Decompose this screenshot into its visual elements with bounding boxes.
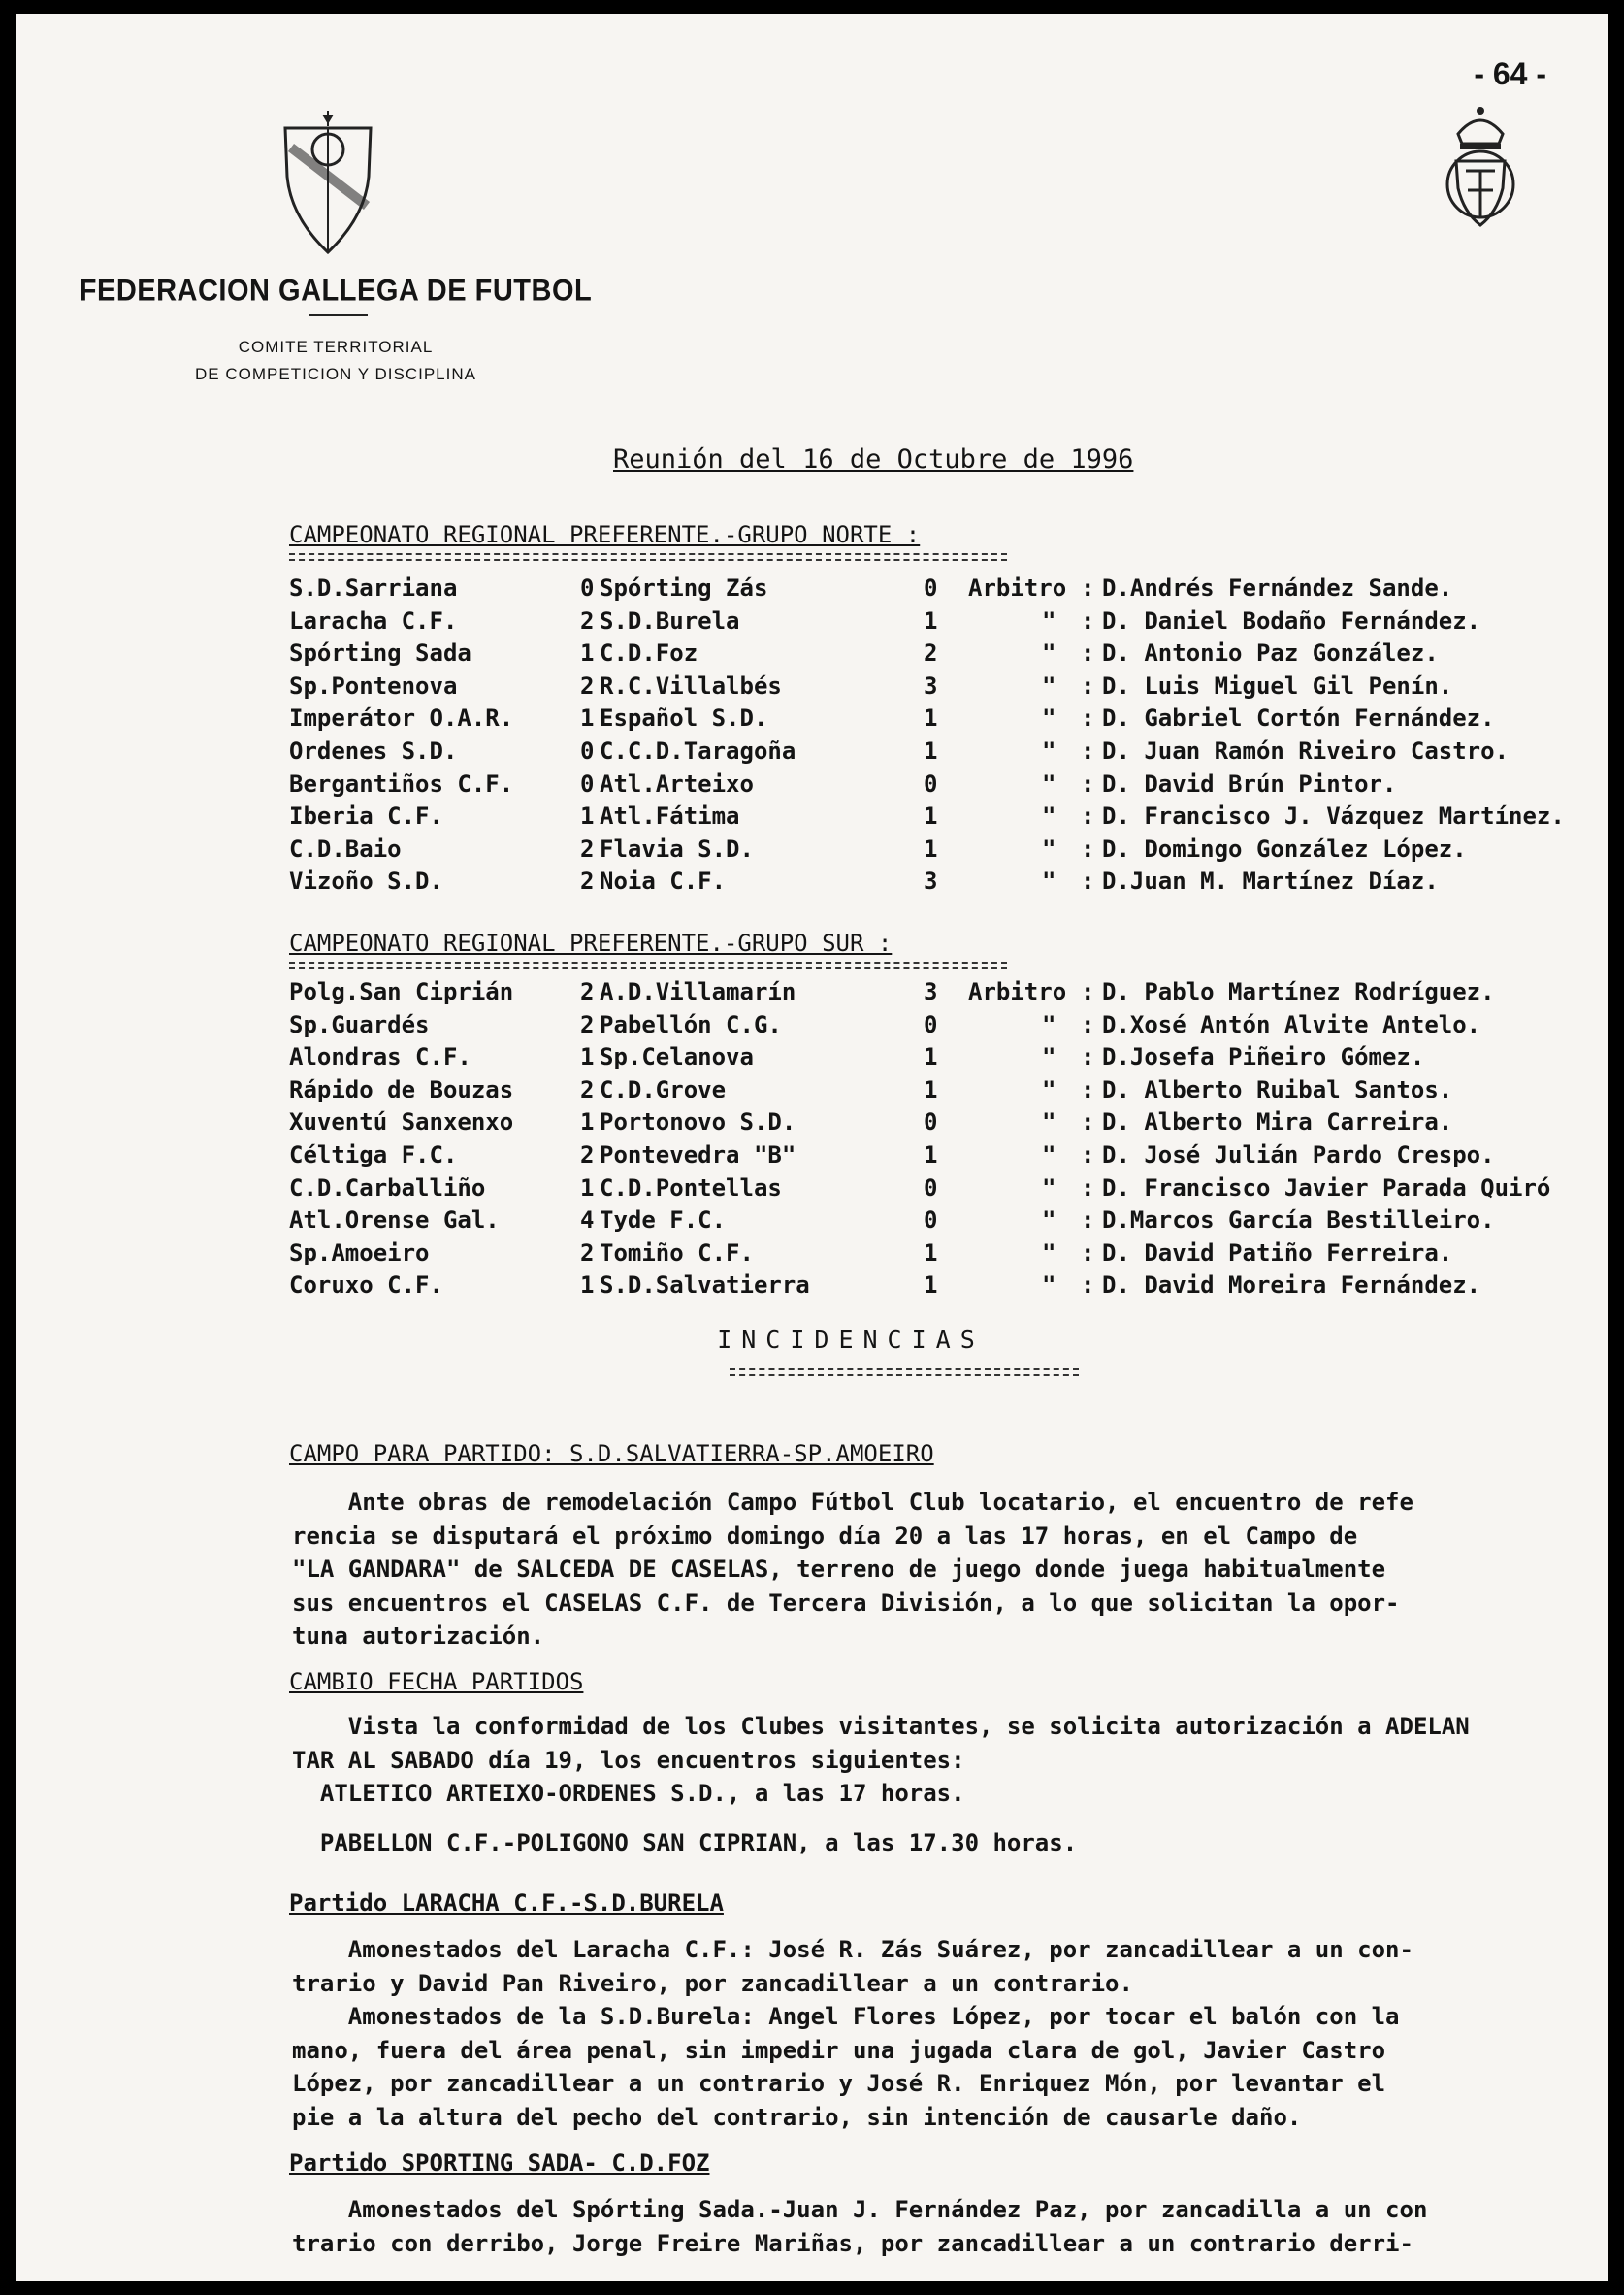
referee-label: " (1042, 1108, 1056, 1136)
away-team: A.D.Villamarín (600, 978, 796, 1005)
separator: : (1081, 803, 1095, 831)
referee-name: D.Xosé Antón Alvite Antelo. (1102, 1010, 1481, 1038)
home-score: 1 (580, 705, 595, 733)
home-team: Imperátor O.A.R. (289, 705, 514, 733)
home-score: 2 (580, 672, 595, 700)
referee-label: " (1042, 1043, 1056, 1071)
referee-name: D. Gabriel Cortón Fernández. (1102, 705, 1495, 733)
home-score: 1 (580, 803, 595, 831)
meeting-title: Reunión del 16 de Octubre de 1996 (613, 444, 1134, 475)
referee-name: D. Antonio Paz González. (1102, 639, 1439, 668)
away-score: 3 (924, 978, 938, 1005)
text-line: sus encuentros el CASELAS C.F. de Tercera División, a lo que solicitan la opor- (292, 1589, 1400, 1617)
table-row (289, 1011, 1608, 1044)
table-row (289, 1108, 1608, 1141)
away-score: 1 (924, 1141, 938, 1168)
table-row (289, 639, 1608, 672)
away-team: C.D.Foz (600, 639, 698, 668)
table-row (289, 803, 1608, 836)
referee-name: D. Pablo Martínez Rodríguez. (1102, 978, 1495, 1005)
away-score: 1 (924, 607, 938, 635)
incident-heading-cambio-fecha: CAMBIO FECHA PARTIDOS (289, 1668, 584, 1695)
incident-body-cambio-fecha (292, 1710, 1587, 1859)
home-score: 1 (580, 639, 595, 668)
home-team: C.D.Carballiño (289, 1173, 486, 1201)
away-team: Flavia S.D. (600, 835, 754, 863)
table-row (289, 1141, 1608, 1174)
away-team: Pontevedra "B" (600, 1141, 796, 1168)
text-line: ATLETICO ARTEIXO-ORDENES S.D., a las 17 horas. (292, 1780, 965, 1807)
referee-name: D. Luis Miguel Gil Penín. (1102, 672, 1453, 700)
away-score: 2 (924, 639, 938, 668)
home-team: Céltiga F.C. (289, 1141, 458, 1168)
table-row (289, 836, 1608, 869)
referee-label: Arbitro (968, 978, 1067, 1005)
section-rule-sur (289, 962, 1007, 969)
table-row (289, 1206, 1608, 1239)
separator: : (1081, 1108, 1095, 1136)
table-row (289, 607, 1608, 640)
section-rule-norte (289, 553, 1007, 561)
separator: : (1081, 1206, 1095, 1234)
home-score: 4 (580, 1206, 595, 1234)
section-title-norte: CAMPEONATO REGIONAL PREFERENTE.-GRUPO NORTE : (289, 521, 921, 548)
separator: : (1081, 1010, 1095, 1038)
text-line: trario con derribo, Jorge Freire Mariñas, por zancadillear a un contrario derri- (292, 2229, 1413, 2257)
away-score: 1 (924, 835, 938, 863)
referee-label: " (1042, 1238, 1056, 1266)
separator: : (1081, 1043, 1095, 1071)
referee-label: " (1042, 607, 1056, 635)
home-score: 1 (580, 1173, 595, 1201)
away-team: Tomiño C.F. (600, 1238, 754, 1266)
text-line: "LA GANDARA" de SALCEDA DE CASELAS, terreno de juego donde juega habitualmente (292, 1556, 1386, 1583)
home-score: 0 (580, 738, 595, 765)
away-score: 1 (924, 738, 938, 765)
referee-name: D.Andrés Fernández Sande. (1102, 574, 1453, 602)
separator: : (1081, 738, 1095, 765)
document-page (16, 14, 1608, 2281)
text-line: PABELLON C.F.-POLIGONO SAN CIPRIAN, a las 17.30 horas. (292, 1828, 1078, 1856)
table-row (289, 672, 1608, 705)
separator: : (1081, 835, 1095, 863)
referee-label: " (1042, 1206, 1056, 1234)
referee-name: D. Daniel Bodaño Fernández. (1102, 607, 1481, 635)
referee-name: D. Domingo González López. (1102, 835, 1467, 863)
away-team: Atl.Fátima (600, 803, 740, 831)
referee-name: D. Alberto Mira Carreira. (1102, 1108, 1453, 1136)
referee-name: D. David Moreira Fernández. (1102, 1271, 1481, 1299)
page-number: - 64 - (1474, 56, 1546, 91)
home-team: Laracha C.F. (289, 607, 458, 635)
separator: : (1081, 607, 1095, 635)
away-score: 3 (924, 868, 938, 896)
away-team: C.D.Grove (600, 1075, 727, 1103)
referee-name: D. José Julián Pardo Crespo. (1102, 1141, 1495, 1168)
home-score: 2 (580, 978, 595, 1005)
home-team: Rápido de Bouzas (289, 1075, 514, 1103)
home-team: Sp.Pontenova (289, 672, 458, 700)
away-team: Noia C.F. (600, 868, 727, 896)
referee-label: " (1042, 770, 1056, 798)
away-score: 0 (924, 1010, 938, 1038)
home-score: 2 (580, 1238, 595, 1266)
away-score: 0 (924, 770, 938, 798)
home-team: Iberia C.F. (289, 803, 443, 831)
home-team: Alondras C.F. (289, 1043, 471, 1071)
header-divider (309, 314, 368, 316)
away-team: Portonovo S.D. (600, 1108, 796, 1136)
separator: : (1081, 1173, 1095, 1201)
referee-name: D. David Patiño Ferreira. (1102, 1238, 1453, 1266)
away-score: 0 (924, 574, 938, 602)
table-row (289, 705, 1608, 738)
text-line: mano, fuera del área penal, sin impedir una jugada clara de gol, Javier Castro (292, 2036, 1386, 2064)
home-team: C.D.Baio (289, 835, 402, 863)
separator: : (1081, 574, 1095, 602)
home-score: 1 (580, 1271, 595, 1299)
text-line: pie a la altura del pecho del contrario, sin intención de causarle daño. (292, 2103, 1302, 2131)
home-score: 1 (580, 1108, 595, 1136)
home-score: 2 (580, 835, 595, 863)
text-line: Vista la conformidad de los Clubes visitantes, se solicita autorización a ADELAN (292, 1713, 1470, 1740)
referee-name: D. Francisco Javier Parada Quiró (1102, 1173, 1551, 1201)
separator: : (1081, 770, 1095, 798)
home-score: 0 (580, 574, 595, 602)
away-team: R.C.Villalbés (600, 672, 782, 700)
text-line: rencia se disputará el próximo domingo día 20 a las 17 horas, en el Campo de (292, 1522, 1358, 1550)
incident-heading-campo: CAMPO PARA PARTIDO: S.D.SALVATIERRA-SP.AMOEIRO (289, 1440, 934, 1467)
home-team: Spórting Sada (289, 639, 471, 668)
away-team: C.D.Pontellas (600, 1173, 782, 1201)
away-team: Spórting Zás (600, 574, 768, 602)
separator: : (1081, 1075, 1095, 1103)
table-row (289, 1239, 1608, 1272)
referee-label: " (1042, 803, 1056, 831)
text-line: TAR AL SABADO día 19, los encuentros siguientes: (292, 1746, 965, 1774)
committee-line-2: DE COMPETICION Y DISCIPLINA (195, 365, 476, 383)
referee-name: D. Alberto Ruibal Santos. (1102, 1075, 1453, 1103)
referee-label: Arbitro (968, 574, 1067, 602)
separator: : (1081, 705, 1095, 733)
away-team: Tyde F.C. (600, 1206, 727, 1234)
referee-label: " (1042, 639, 1056, 668)
incident-body-laracha-burela (292, 1933, 1587, 2134)
referee-label: " (1042, 1271, 1056, 1299)
referee-label: " (1042, 1075, 1056, 1103)
referee-label: " (1042, 738, 1056, 765)
separator: : (1081, 672, 1095, 700)
text-line: tuna autorización. (292, 1623, 545, 1650)
home-score: 2 (580, 1075, 595, 1103)
incidencias-title: INCIDENCIAS (717, 1326, 985, 1354)
separator: : (1081, 868, 1095, 896)
federation-name: FEDERACION GALLEGA DE FUTBOL (79, 274, 593, 309)
table-row (289, 868, 1608, 901)
home-score: 2 (580, 1010, 595, 1038)
table-row (289, 1174, 1608, 1207)
incident-heading-laracha-burela: Partido LARACHA C.F.-S.D.BURELA (289, 1889, 724, 1917)
referee-label: " (1042, 835, 1056, 863)
home-team: Xuventú Sanxenxo (289, 1108, 514, 1136)
committee-line-1: COMITE TERRITORIAL (238, 338, 434, 356)
crowned-shield-logo (1437, 101, 1524, 232)
referee-label: " (1042, 868, 1056, 896)
away-score: 0 (924, 1108, 938, 1136)
away-score: 1 (924, 803, 938, 831)
table-row (289, 978, 1608, 1011)
table-row (289, 1076, 1608, 1109)
home-team: S.D.Sarriana (289, 574, 458, 602)
home-team: Bergantiños C.F. (289, 770, 514, 798)
referee-name: D. David Brún Pintor. (1102, 770, 1397, 798)
home-team: Vizoño S.D. (289, 868, 443, 896)
separator: : (1081, 639, 1095, 668)
home-score: 1 (580, 1043, 595, 1071)
table-row (289, 770, 1608, 803)
away-team: S.D.Burela (600, 607, 740, 635)
referee-label: " (1042, 705, 1056, 733)
home-score: 0 (580, 770, 595, 798)
home-team: Sp.Guardés (289, 1010, 430, 1038)
table-row (289, 1043, 1608, 1076)
text-line: Amonestados del Spórting Sada.-Juan J. Fernández Paz, por zancadilla a un con (292, 2196, 1428, 2223)
away-score: 1 (924, 1238, 938, 1266)
referee-label: " (1042, 1141, 1056, 1168)
away-team: C.C.D.Taragoña (600, 738, 796, 765)
incident-body-sada-foz (292, 2193, 1587, 2260)
home-score: 2 (580, 607, 595, 635)
away-score: 1 (924, 1075, 938, 1103)
away-score: 0 (924, 1206, 938, 1234)
referee-label: " (1042, 1173, 1056, 1201)
section-title-sur: CAMPEONATO REGIONAL PREFERENTE.-GRUPO SUR : (289, 930, 893, 957)
away-team: S.D.Salvatierra (600, 1271, 810, 1299)
table-row (289, 574, 1608, 607)
incidencias-rule (730, 1368, 1079, 1376)
away-team: Atl.Arteixo (600, 770, 754, 798)
text-line (292, 1811, 1587, 1826)
away-team: Sp.Celanova (600, 1043, 754, 1071)
away-score: 0 (924, 1173, 938, 1201)
separator: : (1081, 1271, 1095, 1299)
away-score: 3 (924, 672, 938, 700)
federation-shield-logo (279, 109, 376, 254)
text-line: trario y David Pan Riveiro, por zancadillear a un contrario. (292, 1969, 1133, 1997)
separator: : (1081, 1141, 1095, 1168)
home-score: 2 (580, 1141, 595, 1168)
away-team: Pabellón C.G. (600, 1010, 782, 1038)
home-team: Ordenes S.D. (289, 738, 458, 765)
incident-body-campo (292, 1486, 1587, 1654)
text-line: López, por zancadillear a un contrario y José R. Enriquez Món, por levantar el (292, 2070, 1386, 2097)
referee-label: " (1042, 1010, 1056, 1038)
away-score: 1 (924, 1271, 938, 1299)
referee-name: D.Marcos García Bestilleiro. (1102, 1206, 1495, 1234)
home-team: Sp.Amoeiro (289, 1238, 430, 1266)
away-team: Español S.D. (600, 705, 768, 733)
away-score: 1 (924, 705, 938, 733)
separator: : (1081, 1238, 1095, 1266)
text-line: Amonestados del Laracha C.F.: José R. Zás Suárez, por zancadillear a un con- (292, 1936, 1413, 1963)
home-team: Polg.San Ciprián (289, 978, 514, 1005)
referee-name: D. Juan Ramón Riveiro Castro. (1102, 738, 1510, 765)
home-team: Atl.Orense Gal. (289, 1206, 500, 1234)
referee-name: D.Juan M. Martínez Díaz. (1102, 868, 1439, 896)
table-row (289, 738, 1608, 770)
referee-name: D.Josefa Piñeiro Gómez. (1102, 1043, 1425, 1071)
text-line: Ante obras de remodelación Campo Fútbol Club locatario, el encuentro de refe (292, 1489, 1413, 1516)
table-row (289, 1271, 1608, 1304)
referee-label: " (1042, 672, 1056, 700)
incident-heading-sada-foz: Partido SPORTING SADA- C.D.FOZ (289, 2149, 710, 2177)
home-score: 2 (580, 868, 595, 896)
home-team: Coruxo C.F. (289, 1271, 443, 1299)
away-score: 1 (924, 1043, 938, 1071)
referee-name: D. Francisco J. Vázquez Martínez. (1102, 803, 1565, 831)
text-line: Amonestados de la S.D.Burela: Angel Flores López, por tocar el balón con la (292, 2003, 1400, 2030)
separator: : (1081, 978, 1095, 1005)
